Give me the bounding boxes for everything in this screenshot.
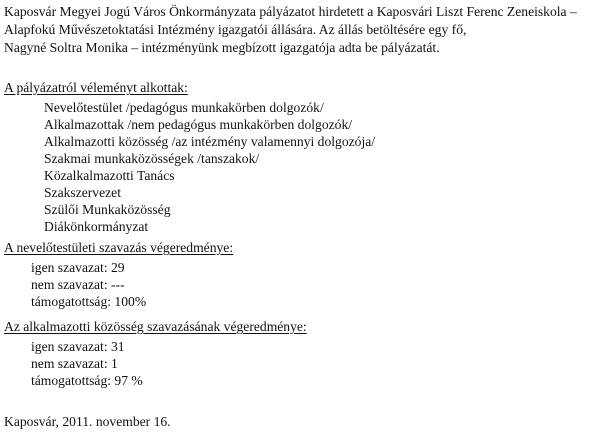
opinion-item: Nevelőtestület /pedagógus munkakörben dolgozók/ xyxy=(44,100,324,115)
intro-line-2: Alapfokú Művészetoktatási Intézmény igazgatói állására. Az állás betöltésére egy fő, xyxy=(4,22,467,37)
place-date: Kaposvár, 2011. november 16. xyxy=(4,414,171,429)
staff-vote-support: támogatottság: 100% xyxy=(31,294,147,309)
opinion-item: Közalkalmazotti Tanács xyxy=(44,168,175,183)
employee-vote-support: támogatottság: 97 % xyxy=(31,373,143,388)
employee-vote-heading: Az alkalmazotti közösség szavazásának végeredménye: xyxy=(4,319,307,334)
opinion-item: Diákönkormányzat xyxy=(44,219,149,234)
intro-line-3: Nagyné Soltra Monika – intézményünk megbízott igazgatója adta be pályázatát. xyxy=(4,40,440,55)
opinions-heading: A pályázatról véleményt alkottak: xyxy=(4,80,188,95)
staff-vote-no: nem szavazat: --- xyxy=(31,277,125,292)
intro-line-1: Kaposvár Megyei Jogú Város Önkormányzata pályázatot hirdetett a Kaposvári Liszt Ferenc Zeneiskola – xyxy=(4,4,577,19)
opinion-item: Szakszervezet xyxy=(44,185,121,200)
opinion-item: Alkalmazottak /nem pedagógus munkakörben dolgozók/ xyxy=(44,117,353,132)
opinion-item: Szakmai munkaközösségek /tanszakok/ xyxy=(44,151,260,166)
opinion-item: Szülői Munkaközösség xyxy=(44,202,171,217)
staff-vote-heading: A nevelőtestületi szavazás végeredménye: xyxy=(4,240,234,255)
employee-vote-yes: igen szavazat: 31 xyxy=(31,339,125,354)
staff-vote-yes: igen szavazat: 29 xyxy=(31,260,125,275)
opinion-item: Alkalmazotti közösség /az intézmény valamennyi dolgozója/ xyxy=(44,134,376,149)
employee-vote-no: nem szavazat: 1 xyxy=(31,356,118,371)
